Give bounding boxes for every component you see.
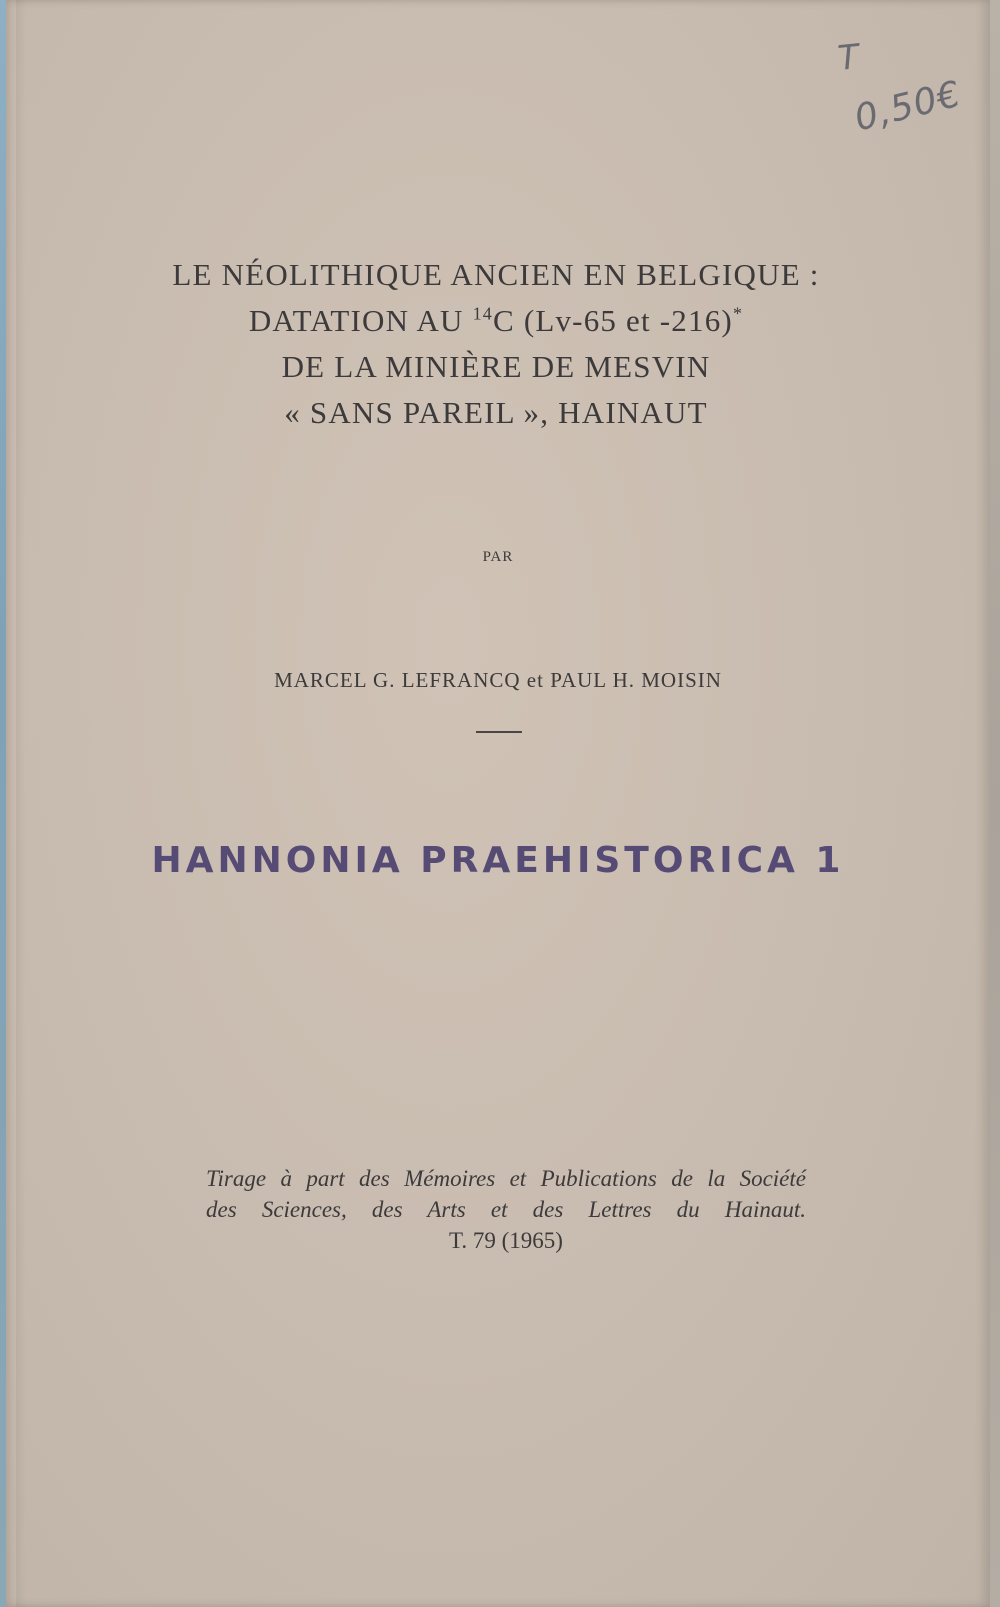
title-line-2-main: C (Lv-65 et -216) — [493, 303, 733, 338]
imprint-note — [206, 1163, 806, 1256]
byline-par: PAR — [482, 549, 514, 565]
document-cover — [6, 0, 990, 1607]
document-title — [126, 252, 866, 436]
imprint-line-1: Tirage à part des Mémoires et Publications de la Société — [206, 1166, 806, 1191]
handwritten-mark: T — [835, 37, 861, 79]
title-line-2-prefix: DATATION AU — [248, 303, 473, 338]
title-line-1: LE NÉOLITHIQUE ANCIEN EN BELGIQUE : — [172, 257, 820, 292]
isotope-superscript: 14 — [472, 303, 493, 324]
handwritten-price: 0,50€ — [850, 73, 966, 140]
authors: MARCEL G. LEFRANCQ et PAUL H. MOISIN — [274, 668, 722, 692]
divider-rule — [476, 731, 522, 733]
page-shadow — [16, 0, 26, 1607]
imprint-volume: T. 79 (1965) — [449, 1228, 563, 1253]
title-line-4: « SANS PAREIL », HAINAUT — [284, 395, 708, 430]
footnote-asterisk: * — [732, 303, 744, 324]
imprint-line-2: des Sciences, des Arts et des Lettres du Hainaut. — [206, 1197, 806, 1222]
title-line-2 — [126, 298, 866, 344]
title-line-3: DE LA MINIÈRE DE MESVIN — [281, 349, 711, 384]
series-stamp: HANNONIA PRAEHISTORICA 1 — [151, 840, 845, 881]
